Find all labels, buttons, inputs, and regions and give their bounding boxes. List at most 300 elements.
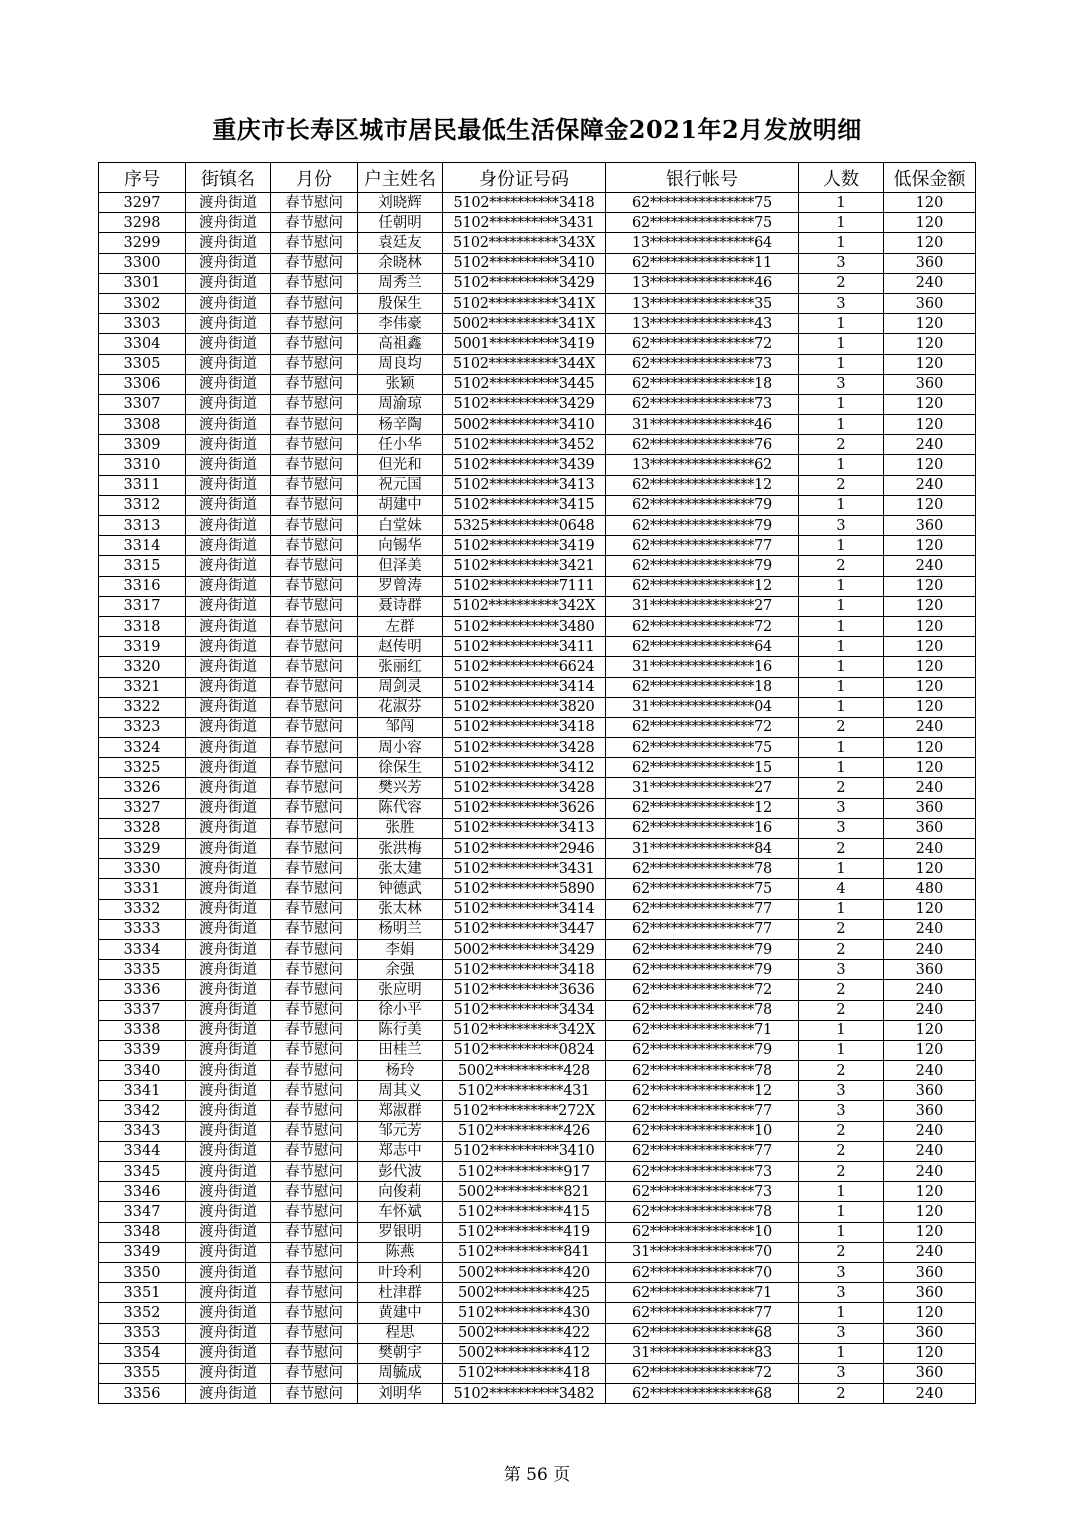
cell-bank-account: 62***************75 bbox=[606, 879, 799, 899]
table-row bbox=[99, 1384, 976, 1404]
cell-month: 春节慰问 bbox=[271, 980, 358, 1000]
cell-amount: 120 bbox=[884, 354, 976, 374]
cell-bank-account: 62***************78 bbox=[606, 1000, 799, 1020]
cell-householder: 郑志中 bbox=[358, 1141, 443, 1161]
cell-amount: 360 bbox=[884, 293, 976, 313]
cell-seq: 3339 bbox=[99, 1040, 186, 1060]
cell-seq: 3309 bbox=[99, 435, 186, 455]
cell-seq: 3307 bbox=[99, 394, 186, 414]
cell-householder: 徐保生 bbox=[358, 758, 443, 778]
cell-householder: 叶玲利 bbox=[358, 1262, 443, 1282]
cell-people: 1 bbox=[799, 1343, 884, 1363]
cell-householder: 邹闯 bbox=[358, 717, 443, 737]
cell-people: 1 bbox=[799, 1202, 884, 1222]
cell-id-number: 5002**********341X bbox=[443, 314, 606, 334]
cell-month: 春节慰问 bbox=[271, 1222, 358, 1242]
cell-amount: 360 bbox=[884, 1262, 976, 1282]
cell-seq: 3347 bbox=[99, 1202, 186, 1222]
cell-householder: 胡建中 bbox=[358, 495, 443, 515]
cell-people: 2 bbox=[799, 1242, 884, 1262]
cell-id-number: 5002**********428 bbox=[443, 1061, 606, 1081]
table-row bbox=[99, 596, 976, 616]
table-row bbox=[99, 616, 976, 636]
cell-id-number: 5102**********3413 bbox=[443, 818, 606, 838]
cell-month: 春节慰问 bbox=[271, 616, 358, 636]
cell-id-number: 5102**********7111 bbox=[443, 576, 606, 596]
table-row bbox=[99, 839, 976, 859]
cell-amount: 120 bbox=[884, 1020, 976, 1040]
cell-bank-account: 62***************12 bbox=[606, 475, 799, 495]
cell-householder: 周其义 bbox=[358, 1081, 443, 1101]
cell-amount: 120 bbox=[884, 576, 976, 596]
cell-people: 3 bbox=[799, 1363, 884, 1383]
cell-householder: 杨明兰 bbox=[358, 919, 443, 939]
table-row bbox=[99, 980, 976, 1000]
table-row bbox=[99, 738, 976, 758]
cell-householder: 白堂妹 bbox=[358, 516, 443, 536]
cell-people: 2 bbox=[799, 939, 884, 959]
cell-householder: 罗银明 bbox=[358, 1222, 443, 1242]
cell-people: 1 bbox=[799, 455, 884, 475]
cell-seq: 3333 bbox=[99, 919, 186, 939]
cell-month: 春节慰问 bbox=[271, 273, 358, 293]
cell-month: 春节慰问 bbox=[271, 717, 358, 737]
cell-seq: 3335 bbox=[99, 960, 186, 980]
cell-id-number: 5102**********3421 bbox=[443, 556, 606, 576]
cell-seq: 3351 bbox=[99, 1283, 186, 1303]
cell-people: 1 bbox=[799, 213, 884, 233]
cell-householder: 程思 bbox=[358, 1323, 443, 1343]
cell-householder: 张胜 bbox=[358, 818, 443, 838]
cell-bank-account: 62***************18 bbox=[606, 374, 799, 394]
cell-bank-account: 31***************70 bbox=[606, 1242, 799, 1262]
table-row bbox=[99, 1101, 976, 1121]
cell-id-number: 5102**********419 bbox=[443, 1222, 606, 1242]
cell-month: 春节慰问 bbox=[271, 677, 358, 697]
cell-householder: 左群 bbox=[358, 616, 443, 636]
cell-bank-account: 62***************78 bbox=[606, 1202, 799, 1222]
cell-month: 春节慰问 bbox=[271, 738, 358, 758]
cell-month: 春节慰问 bbox=[271, 556, 358, 576]
cell-street: 渡舟街道 bbox=[186, 677, 271, 697]
table-row bbox=[99, 1363, 976, 1383]
cell-householder: 陈代容 bbox=[358, 798, 443, 818]
cell-seq: 3323 bbox=[99, 717, 186, 737]
cell-bank-account: 62***************72 bbox=[606, 717, 799, 737]
cell-street: 渡舟街道 bbox=[186, 818, 271, 838]
cell-householder: 高祖鑫 bbox=[358, 334, 443, 354]
cell-amount: 360 bbox=[884, 516, 976, 536]
cell-seq: 3331 bbox=[99, 879, 186, 899]
cell-amount: 240 bbox=[884, 717, 976, 737]
cell-street: 渡舟街道 bbox=[186, 697, 271, 717]
cell-householder: 刘明华 bbox=[358, 1384, 443, 1404]
cell-bank-account: 62***************72 bbox=[606, 1363, 799, 1383]
table-row bbox=[99, 233, 976, 253]
cell-amount: 120 bbox=[884, 415, 976, 435]
cell-month: 春节慰问 bbox=[271, 1303, 358, 1323]
cell-month: 春节慰问 bbox=[271, 879, 358, 899]
cell-amount: 240 bbox=[884, 1141, 976, 1161]
cell-householder: 周良均 bbox=[358, 354, 443, 374]
cell-month: 春节慰问 bbox=[271, 576, 358, 596]
cell-householder: 花淑芬 bbox=[358, 697, 443, 717]
cell-householder: 殷保生 bbox=[358, 293, 443, 313]
cell-bank-account: 62***************78 bbox=[606, 859, 799, 879]
cell-street: 渡舟街道 bbox=[186, 758, 271, 778]
table-row bbox=[99, 859, 976, 879]
cell-amount: 240 bbox=[884, 839, 976, 859]
cell-month: 春节慰问 bbox=[271, 516, 358, 536]
cell-householder: 车怀斌 bbox=[358, 1202, 443, 1222]
cell-month: 春节慰问 bbox=[271, 1040, 358, 1060]
cell-householder: 陈行美 bbox=[358, 1020, 443, 1040]
table-row bbox=[99, 536, 976, 556]
cell-month: 春节慰问 bbox=[271, 394, 358, 414]
cell-seq: 3303 bbox=[99, 314, 186, 334]
cell-people: 2 bbox=[799, 435, 884, 455]
cell-people: 2 bbox=[799, 1061, 884, 1081]
cell-householder: 祝元国 bbox=[358, 475, 443, 495]
cell-seq: 3318 bbox=[99, 616, 186, 636]
cell-people: 3 bbox=[799, 798, 884, 818]
cell-bank-account: 62***************77 bbox=[606, 919, 799, 939]
cell-householder: 田桂兰 bbox=[358, 1040, 443, 1060]
cell-seq: 3327 bbox=[99, 798, 186, 818]
cell-month: 春节慰问 bbox=[271, 475, 358, 495]
cell-people: 1 bbox=[799, 657, 884, 677]
cell-seq: 3322 bbox=[99, 697, 186, 717]
cell-amount: 120 bbox=[884, 1182, 976, 1202]
cell-householder: 杨辛陶 bbox=[358, 415, 443, 435]
cell-id-number: 5102**********3447 bbox=[443, 919, 606, 939]
cell-seq: 3336 bbox=[99, 980, 186, 1000]
cell-month: 春节慰问 bbox=[271, 1363, 358, 1383]
cell-amount: 360 bbox=[884, 798, 976, 818]
cell-bank-account: 62***************12 bbox=[606, 798, 799, 818]
cell-people: 1 bbox=[799, 1303, 884, 1323]
cell-id-number: 5102**********3410 bbox=[443, 253, 606, 273]
cell-amount: 120 bbox=[884, 637, 976, 657]
cell-people: 2 bbox=[799, 1384, 884, 1404]
cell-street: 渡舟街道 bbox=[186, 435, 271, 455]
cell-bank-account: 62***************64 bbox=[606, 637, 799, 657]
cell-street: 渡舟街道 bbox=[186, 939, 271, 959]
cell-amount: 240 bbox=[884, 980, 976, 1000]
cell-street: 渡舟街道 bbox=[186, 576, 271, 596]
cell-seq: 3330 bbox=[99, 859, 186, 879]
cell-month: 春节慰问 bbox=[271, 1141, 358, 1161]
cell-householder: 徐小平 bbox=[358, 1000, 443, 1020]
cell-id-number: 5102**********3482 bbox=[443, 1384, 606, 1404]
table-row bbox=[99, 516, 976, 536]
cell-seq: 3308 bbox=[99, 415, 186, 435]
cell-month: 春节慰问 bbox=[271, 1081, 358, 1101]
table-row bbox=[99, 475, 976, 495]
cell-householder: 郑淑群 bbox=[358, 1101, 443, 1121]
cell-bank-account: 62***************71 bbox=[606, 1020, 799, 1040]
cell-people: 1 bbox=[799, 697, 884, 717]
cell-householder: 余晓林 bbox=[358, 253, 443, 273]
cell-householder: 袁廷友 bbox=[358, 233, 443, 253]
col-header-householder: 户主姓名 bbox=[358, 163, 443, 193]
cell-seq: 3346 bbox=[99, 1182, 186, 1202]
cell-bank-account: 62***************72 bbox=[606, 334, 799, 354]
cell-month: 春节慰问 bbox=[271, 1061, 358, 1081]
table-row bbox=[99, 1081, 976, 1101]
cell-seq: 3328 bbox=[99, 818, 186, 838]
cell-street: 渡舟街道 bbox=[186, 293, 271, 313]
cell-people: 1 bbox=[799, 233, 884, 253]
cell-street: 渡舟街道 bbox=[186, 738, 271, 758]
cell-id-number: 5102**********426 bbox=[443, 1121, 606, 1141]
cell-id-number: 5102**********3412 bbox=[443, 758, 606, 778]
cell-amount: 120 bbox=[884, 1040, 976, 1060]
col-header-seq: 序号 bbox=[99, 163, 186, 193]
cell-id-number: 5102**********5890 bbox=[443, 879, 606, 899]
table-row bbox=[99, 1242, 976, 1262]
cell-householder: 邹元芳 bbox=[358, 1121, 443, 1141]
cell-amount: 120 bbox=[884, 758, 976, 778]
cell-amount: 120 bbox=[884, 677, 976, 697]
cell-people: 1 bbox=[799, 536, 884, 556]
cell-householder: 张太林 bbox=[358, 899, 443, 919]
cell-bank-account: 31***************27 bbox=[606, 596, 799, 616]
cell-people: 1 bbox=[799, 495, 884, 515]
cell-month: 春节慰问 bbox=[271, 1182, 358, 1202]
cell-id-number: 5102**********342X bbox=[443, 1020, 606, 1040]
table-row bbox=[99, 334, 976, 354]
table-row bbox=[99, 960, 976, 980]
cell-people: 2 bbox=[799, 839, 884, 859]
cell-id-number: 5102**********3419 bbox=[443, 536, 606, 556]
cell-people: 1 bbox=[799, 1020, 884, 1040]
cell-people: 2 bbox=[799, 556, 884, 576]
cell-householder: 黄建中 bbox=[358, 1303, 443, 1323]
cell-amount: 120 bbox=[884, 536, 976, 556]
cell-amount: 120 bbox=[884, 1343, 976, 1363]
cell-id-number: 5102**********2946 bbox=[443, 839, 606, 859]
table-row bbox=[99, 1323, 976, 1343]
cell-seq: 3301 bbox=[99, 273, 186, 293]
cell-street: 渡舟街道 bbox=[186, 879, 271, 899]
cell-bank-account: 62***************75 bbox=[606, 213, 799, 233]
cell-bank-account: 13***************43 bbox=[606, 314, 799, 334]
cell-seq: 3352 bbox=[99, 1303, 186, 1323]
cell-amount: 120 bbox=[884, 193, 976, 213]
table-row bbox=[99, 415, 976, 435]
cell-id-number: 5102**********3431 bbox=[443, 859, 606, 879]
cell-id-number: 5002**********425 bbox=[443, 1283, 606, 1303]
cell-householder: 周小容 bbox=[358, 738, 443, 758]
cell-bank-account: 62***************75 bbox=[606, 738, 799, 758]
cell-amount: 240 bbox=[884, 939, 976, 959]
cell-month: 春节慰问 bbox=[271, 637, 358, 657]
cell-street: 渡舟街道 bbox=[186, 1061, 271, 1081]
cell-street: 渡舟街道 bbox=[186, 314, 271, 334]
cell-street: 渡舟街道 bbox=[186, 1040, 271, 1060]
table-row bbox=[99, 1141, 976, 1161]
cell-id-number: 5102**********3429 bbox=[443, 394, 606, 414]
cell-bank-account: 31***************84 bbox=[606, 839, 799, 859]
cell-seq: 3319 bbox=[99, 637, 186, 657]
cell-street: 渡舟街道 bbox=[186, 1000, 271, 1020]
table-row bbox=[99, 213, 976, 233]
table-row bbox=[99, 939, 976, 959]
cell-street: 渡舟街道 bbox=[186, 717, 271, 737]
cell-bank-account: 62***************79 bbox=[606, 939, 799, 959]
cell-people: 1 bbox=[799, 1040, 884, 1060]
cell-amount: 120 bbox=[884, 616, 976, 636]
cell-month: 春节慰问 bbox=[271, 1242, 358, 1262]
cell-id-number: 5102**********0824 bbox=[443, 1040, 606, 1060]
cell-id-number: 5002**********3410 bbox=[443, 415, 606, 435]
cell-people: 3 bbox=[799, 818, 884, 838]
cell-amount: 120 bbox=[884, 596, 976, 616]
cell-id-number: 5102**********3445 bbox=[443, 374, 606, 394]
cell-id-number: 5102**********3414 bbox=[443, 677, 606, 697]
cell-householder: 李伟豪 bbox=[358, 314, 443, 334]
cell-street: 渡舟街道 bbox=[186, 334, 271, 354]
cell-seq: 3310 bbox=[99, 455, 186, 475]
cell-street: 渡舟街道 bbox=[186, 415, 271, 435]
table-row bbox=[99, 253, 976, 273]
cell-id-number: 5102**********342X bbox=[443, 596, 606, 616]
cell-street: 渡舟街道 bbox=[186, 1363, 271, 1383]
cell-month: 春节慰问 bbox=[271, 1323, 358, 1343]
cell-seq: 3329 bbox=[99, 839, 186, 859]
cell-amount: 240 bbox=[884, 1242, 976, 1262]
cell-month: 春节慰问 bbox=[271, 1262, 358, 1282]
cell-id-number: 5102**********418 bbox=[443, 1363, 606, 1383]
cell-amount: 120 bbox=[884, 394, 976, 414]
cell-bank-account: 62***************12 bbox=[606, 576, 799, 596]
cell-seq: 3344 bbox=[99, 1141, 186, 1161]
cell-bank-account: 62***************10 bbox=[606, 1222, 799, 1242]
cell-street: 渡舟街道 bbox=[186, 495, 271, 515]
cell-month: 春节慰问 bbox=[271, 213, 358, 233]
cell-street: 渡舟街道 bbox=[186, 455, 271, 475]
cell-id-number: 5102**********3434 bbox=[443, 1000, 606, 1020]
cell-id-number: 5102**********3418 bbox=[443, 193, 606, 213]
cell-people: 3 bbox=[799, 293, 884, 313]
cell-people: 2 bbox=[799, 919, 884, 939]
table-row bbox=[99, 778, 976, 798]
cell-street: 渡舟街道 bbox=[186, 253, 271, 273]
cell-bank-account: 62***************16 bbox=[606, 818, 799, 838]
cell-bank-account: 62***************18 bbox=[606, 677, 799, 697]
cell-month: 春节慰问 bbox=[271, 798, 358, 818]
cell-month: 春节慰问 bbox=[271, 778, 358, 798]
cell-seq: 3342 bbox=[99, 1101, 186, 1121]
cell-amount: 120 bbox=[884, 859, 976, 879]
allowance-table bbox=[98, 162, 976, 1404]
cell-month: 春节慰问 bbox=[271, 919, 358, 939]
cell-id-number: 5102**********3626 bbox=[443, 798, 606, 818]
cell-people: 3 bbox=[799, 1283, 884, 1303]
cell-street: 渡舟街道 bbox=[186, 273, 271, 293]
cell-month: 春节慰问 bbox=[271, 334, 358, 354]
cell-bank-account: 31***************27 bbox=[606, 778, 799, 798]
table-row bbox=[99, 1061, 976, 1081]
cell-householder: 陈燕 bbox=[358, 1242, 443, 1262]
table-row bbox=[99, 394, 976, 414]
cell-bank-account: 62***************78 bbox=[606, 1061, 799, 1081]
cell-people: 1 bbox=[799, 637, 884, 657]
cell-month: 春节慰问 bbox=[271, 1343, 358, 1363]
cell-people: 1 bbox=[799, 415, 884, 435]
cell-month: 春节慰问 bbox=[271, 1283, 358, 1303]
cell-street: 渡舟街道 bbox=[186, 475, 271, 495]
cell-householder: 任朝明 bbox=[358, 213, 443, 233]
cell-street: 渡舟街道 bbox=[186, 960, 271, 980]
cell-people: 1 bbox=[799, 677, 884, 697]
table-row bbox=[99, 435, 976, 455]
cell-amount: 120 bbox=[884, 495, 976, 515]
cell-id-number: 5102**********3480 bbox=[443, 616, 606, 636]
page-number: 第 56 页 bbox=[503, 1465, 571, 1485]
cell-bank-account: 31***************16 bbox=[606, 657, 799, 677]
cell-householder: 钟德武 bbox=[358, 879, 443, 899]
table-row bbox=[99, 1020, 976, 1040]
cell-bank-account: 62***************70 bbox=[606, 1262, 799, 1282]
cell-street: 渡舟街道 bbox=[186, 1384, 271, 1404]
cell-seq: 3356 bbox=[99, 1384, 186, 1404]
cell-month: 春节慰问 bbox=[271, 859, 358, 879]
cell-id-number: 5102**********341X bbox=[443, 293, 606, 313]
table-row bbox=[99, 657, 976, 677]
table-row bbox=[99, 354, 976, 374]
cell-amount: 240 bbox=[884, 556, 976, 576]
cell-street: 渡舟街道 bbox=[186, 1202, 271, 1222]
cell-people: 1 bbox=[799, 1182, 884, 1202]
cell-street: 渡舟街道 bbox=[186, 1141, 271, 1161]
cell-amount: 240 bbox=[884, 1061, 976, 1081]
cell-id-number: 5102**********3410 bbox=[443, 1141, 606, 1161]
table-row bbox=[99, 677, 976, 697]
cell-people: 3 bbox=[799, 1323, 884, 1343]
cell-id-number: 5102**********3418 bbox=[443, 960, 606, 980]
cell-month: 春节慰问 bbox=[271, 758, 358, 778]
cell-seq: 3353 bbox=[99, 1323, 186, 1343]
cell-amount: 360 bbox=[884, 818, 976, 838]
cell-seq: 3345 bbox=[99, 1162, 186, 1182]
cell-seq: 3332 bbox=[99, 899, 186, 919]
cell-id-number: 5102**********415 bbox=[443, 1202, 606, 1222]
cell-street: 渡舟街道 bbox=[186, 1343, 271, 1363]
cell-seq: 3338 bbox=[99, 1020, 186, 1040]
cell-street: 渡舟街道 bbox=[186, 233, 271, 253]
cell-month: 春节慰问 bbox=[271, 495, 358, 515]
cell-month: 春节慰问 bbox=[271, 354, 358, 374]
table-row bbox=[99, 1222, 976, 1242]
cell-seq: 3297 bbox=[99, 193, 186, 213]
table-row bbox=[99, 1121, 976, 1141]
cell-bank-account: 13***************46 bbox=[606, 273, 799, 293]
cell-bank-account: 13***************62 bbox=[606, 455, 799, 475]
cell-people: 1 bbox=[799, 1222, 884, 1242]
cell-people: 1 bbox=[799, 899, 884, 919]
cell-people: 3 bbox=[799, 1081, 884, 1101]
table-row bbox=[99, 1343, 976, 1363]
col-header-month: 月份 bbox=[271, 163, 358, 193]
cell-street: 渡舟街道 bbox=[186, 899, 271, 919]
cell-amount: 240 bbox=[884, 1384, 976, 1404]
cell-people: 2 bbox=[799, 273, 884, 293]
cell-seq: 3349 bbox=[99, 1242, 186, 1262]
cell-people: 2 bbox=[799, 1162, 884, 1182]
cell-street: 渡舟街道 bbox=[186, 374, 271, 394]
